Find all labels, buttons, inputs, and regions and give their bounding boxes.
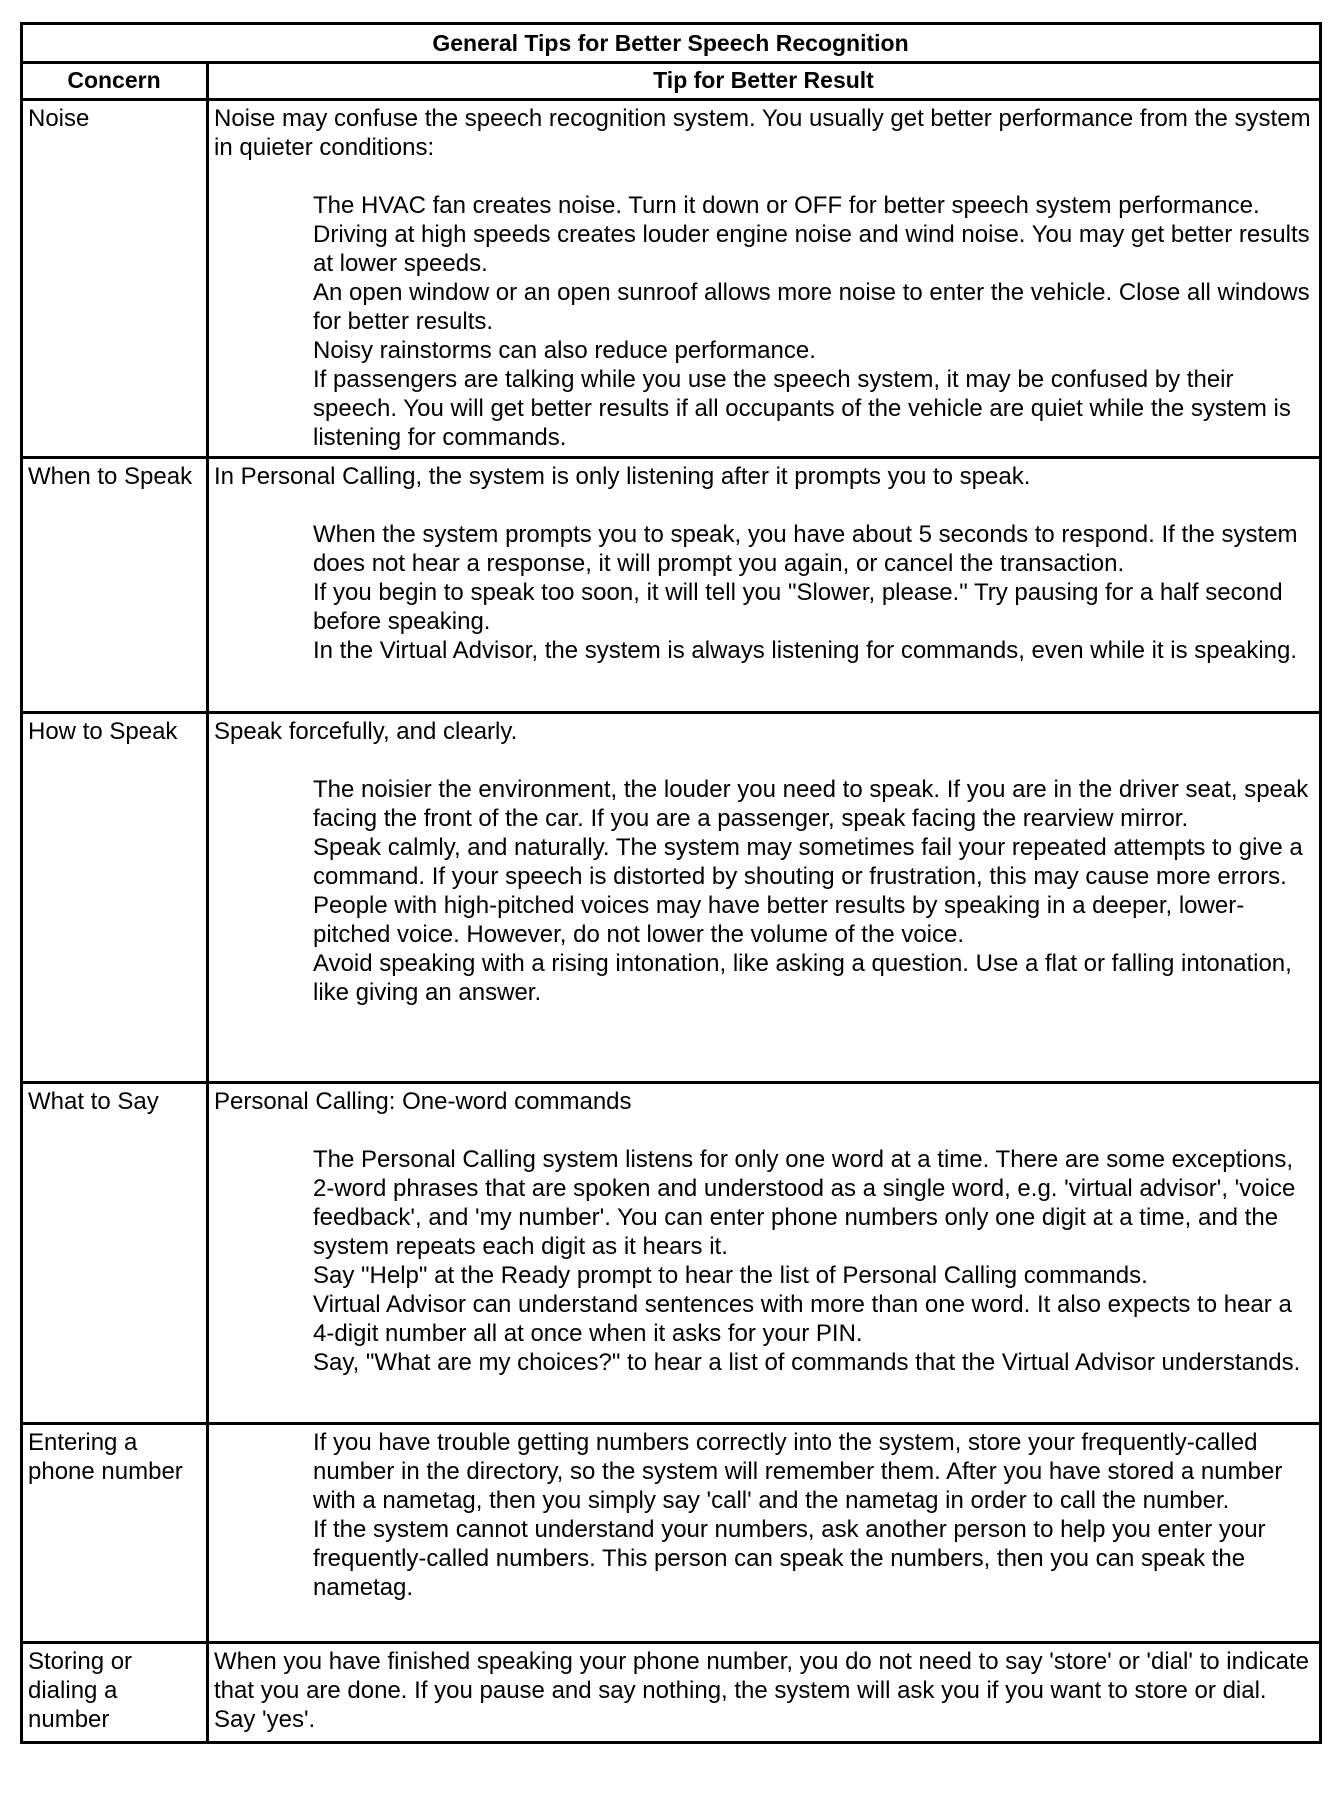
- concern-cell: Noise: [22, 100, 208, 458]
- tip-cell: [208, 100, 1321, 458]
- tip-item: If passengers are talking while you use the speech system, it may be confused by their speech. You will get better results if all occupants of the vehicle are quiet while the system is listening for commands.: [313, 366, 1291, 451]
- tip-item: If you have trouble getting numbers correctly into the system, store your frequently-called number in the directory, so the system will remember them. After you have stored a number with a nametag, then you simply say 'call' and the nametag in order to call the number.: [313, 1429, 1283, 1514]
- tip-item: People with high-pitched voices may have better results by speaking in a deeper, lower-pitched voice. However, do not lower the volume of the voice.: [313, 892, 1245, 948]
- tip-item: Say "Help" at the Ready prompt to hear the list of Personal Calling commands.: [313, 1262, 1148, 1289]
- table-header-row: [22, 63, 1321, 100]
- table-title-row: [22, 24, 1321, 63]
- tip-intro: In Personal Calling, the system is only listening after it prompts you to speak.: [214, 463, 1031, 490]
- table-row: [22, 1424, 1321, 1643]
- table-row: [22, 713, 1321, 1083]
- tip-cell: [208, 713, 1321, 1083]
- tip-intro: Personal Calling: One-word commands: [214, 1088, 632, 1115]
- tip-item: Say, "What are my choices?" to hear a list of commands that the Virtual Advisor understands.: [313, 1349, 1301, 1376]
- tip-cell: [208, 1643, 1321, 1743]
- tip-list: [313, 191, 1313, 452]
- table-row: [22, 458, 1321, 713]
- tip-cell: [208, 1424, 1321, 1643]
- tip-intro: When you have finished speaking your phone number, you do not need to say 'store' or 'dial' to indicate that you are done. If you pause and say nothing, the system will ask you if you want to store or dial. Say 'yes'.: [214, 1648, 1310, 1733]
- table-row: [22, 1643, 1321, 1743]
- tip-list: [313, 1145, 1313, 1377]
- tip-item: The HVAC fan creates noise. Turn it down or OFF for better speech system performance.: [313, 192, 1260, 219]
- concern-cell: What to Say: [22, 1083, 208, 1424]
- tip-item: Virtual Advisor can understand sentences with more than one word. It also expects to hear a 4-digit number all at once when it asks for your PIN.: [313, 1291, 1292, 1347]
- tip-item: Speak calmly, and naturally. The system may sometimes fail your repeated attempts to give a command. If your speech is distorted by shouting or frustration, this may cause more errors.: [313, 834, 1303, 890]
- tip-cell: [208, 458, 1321, 713]
- tip-item: The Personal Calling system listens for only one word at a time. There are some exceptions, 2-word phrases that are spoken and understood as a single word, e.g. 'virtual advisor', 'voice feedback', and 'my number'. You can enter phone numbers only one digit at a time, and the system repeats each digit as it hears it.: [313, 1146, 1296, 1260]
- tip-item: Avoid speaking with a rising intonation, like asking a question. Use a flat or falling intonation, like giving an answer.: [313, 950, 1292, 1006]
- tip-cell: [208, 1083, 1321, 1424]
- concern-cell: When to Speak: [22, 458, 208, 713]
- concern-column-header: Concern: [22, 63, 208, 100]
- tip-list: [313, 1428, 1313, 1602]
- concern-cell: How to Speak: [22, 713, 208, 1083]
- table-row: [22, 100, 1321, 458]
- tip-item: The noisier the environment, the louder you need to speak. If you are in the driver seat, speak facing the front of the car. If you are a passenger, speak facing the rearview mirror.: [313, 776, 1309, 832]
- tip-column-header: Tip for Better Result: [208, 63, 1321, 100]
- tip-list: [313, 775, 1313, 1007]
- tip-item: Noisy rainstorms can also reduce performance.: [313, 337, 816, 364]
- concern-cell: Entering a phone number: [22, 1424, 208, 1643]
- tip-item: An open window or an open sunroof allows more noise to enter the vehicle. Close all windows for better results.: [313, 279, 1310, 335]
- tip-item: If you begin to speak too soon, it will tell you "Slower, please." Try pausing for a half second before speaking.: [313, 579, 1283, 635]
- tip-intro: Speak forcefully, and clearly.: [214, 718, 518, 745]
- tip-intro: Noise may confuse the speech recognition system. You usually get better performance from the system in quieter conditions:: [214, 105, 1311, 161]
- tip-item: Driving at high speeds creates louder engine noise and wind noise. You may get better results at lower speeds.: [313, 221, 1310, 277]
- speech-tips-table: [20, 22, 1322, 1744]
- table-row: [22, 1083, 1321, 1424]
- tip-list: [313, 520, 1313, 665]
- table-title: General Tips for Better Speech Recognition: [22, 24, 1321, 63]
- concern-cell: Storing or dialing a number: [22, 1643, 208, 1743]
- tip-item: In the Virtual Advisor, the system is always listening for commands, even while it is speaking.: [313, 637, 1298, 664]
- tip-item: When the system prompts you to speak, you have about 5 seconds to respond. If the system does not hear a response, it will prompt you again, or cancel the transaction.: [313, 521, 1298, 577]
- tip-item: If the system cannot understand your numbers, ask another person to help you enter your frequently-called numbers. This person can speak the numbers, then you can speak the nametag.: [313, 1516, 1266, 1601]
